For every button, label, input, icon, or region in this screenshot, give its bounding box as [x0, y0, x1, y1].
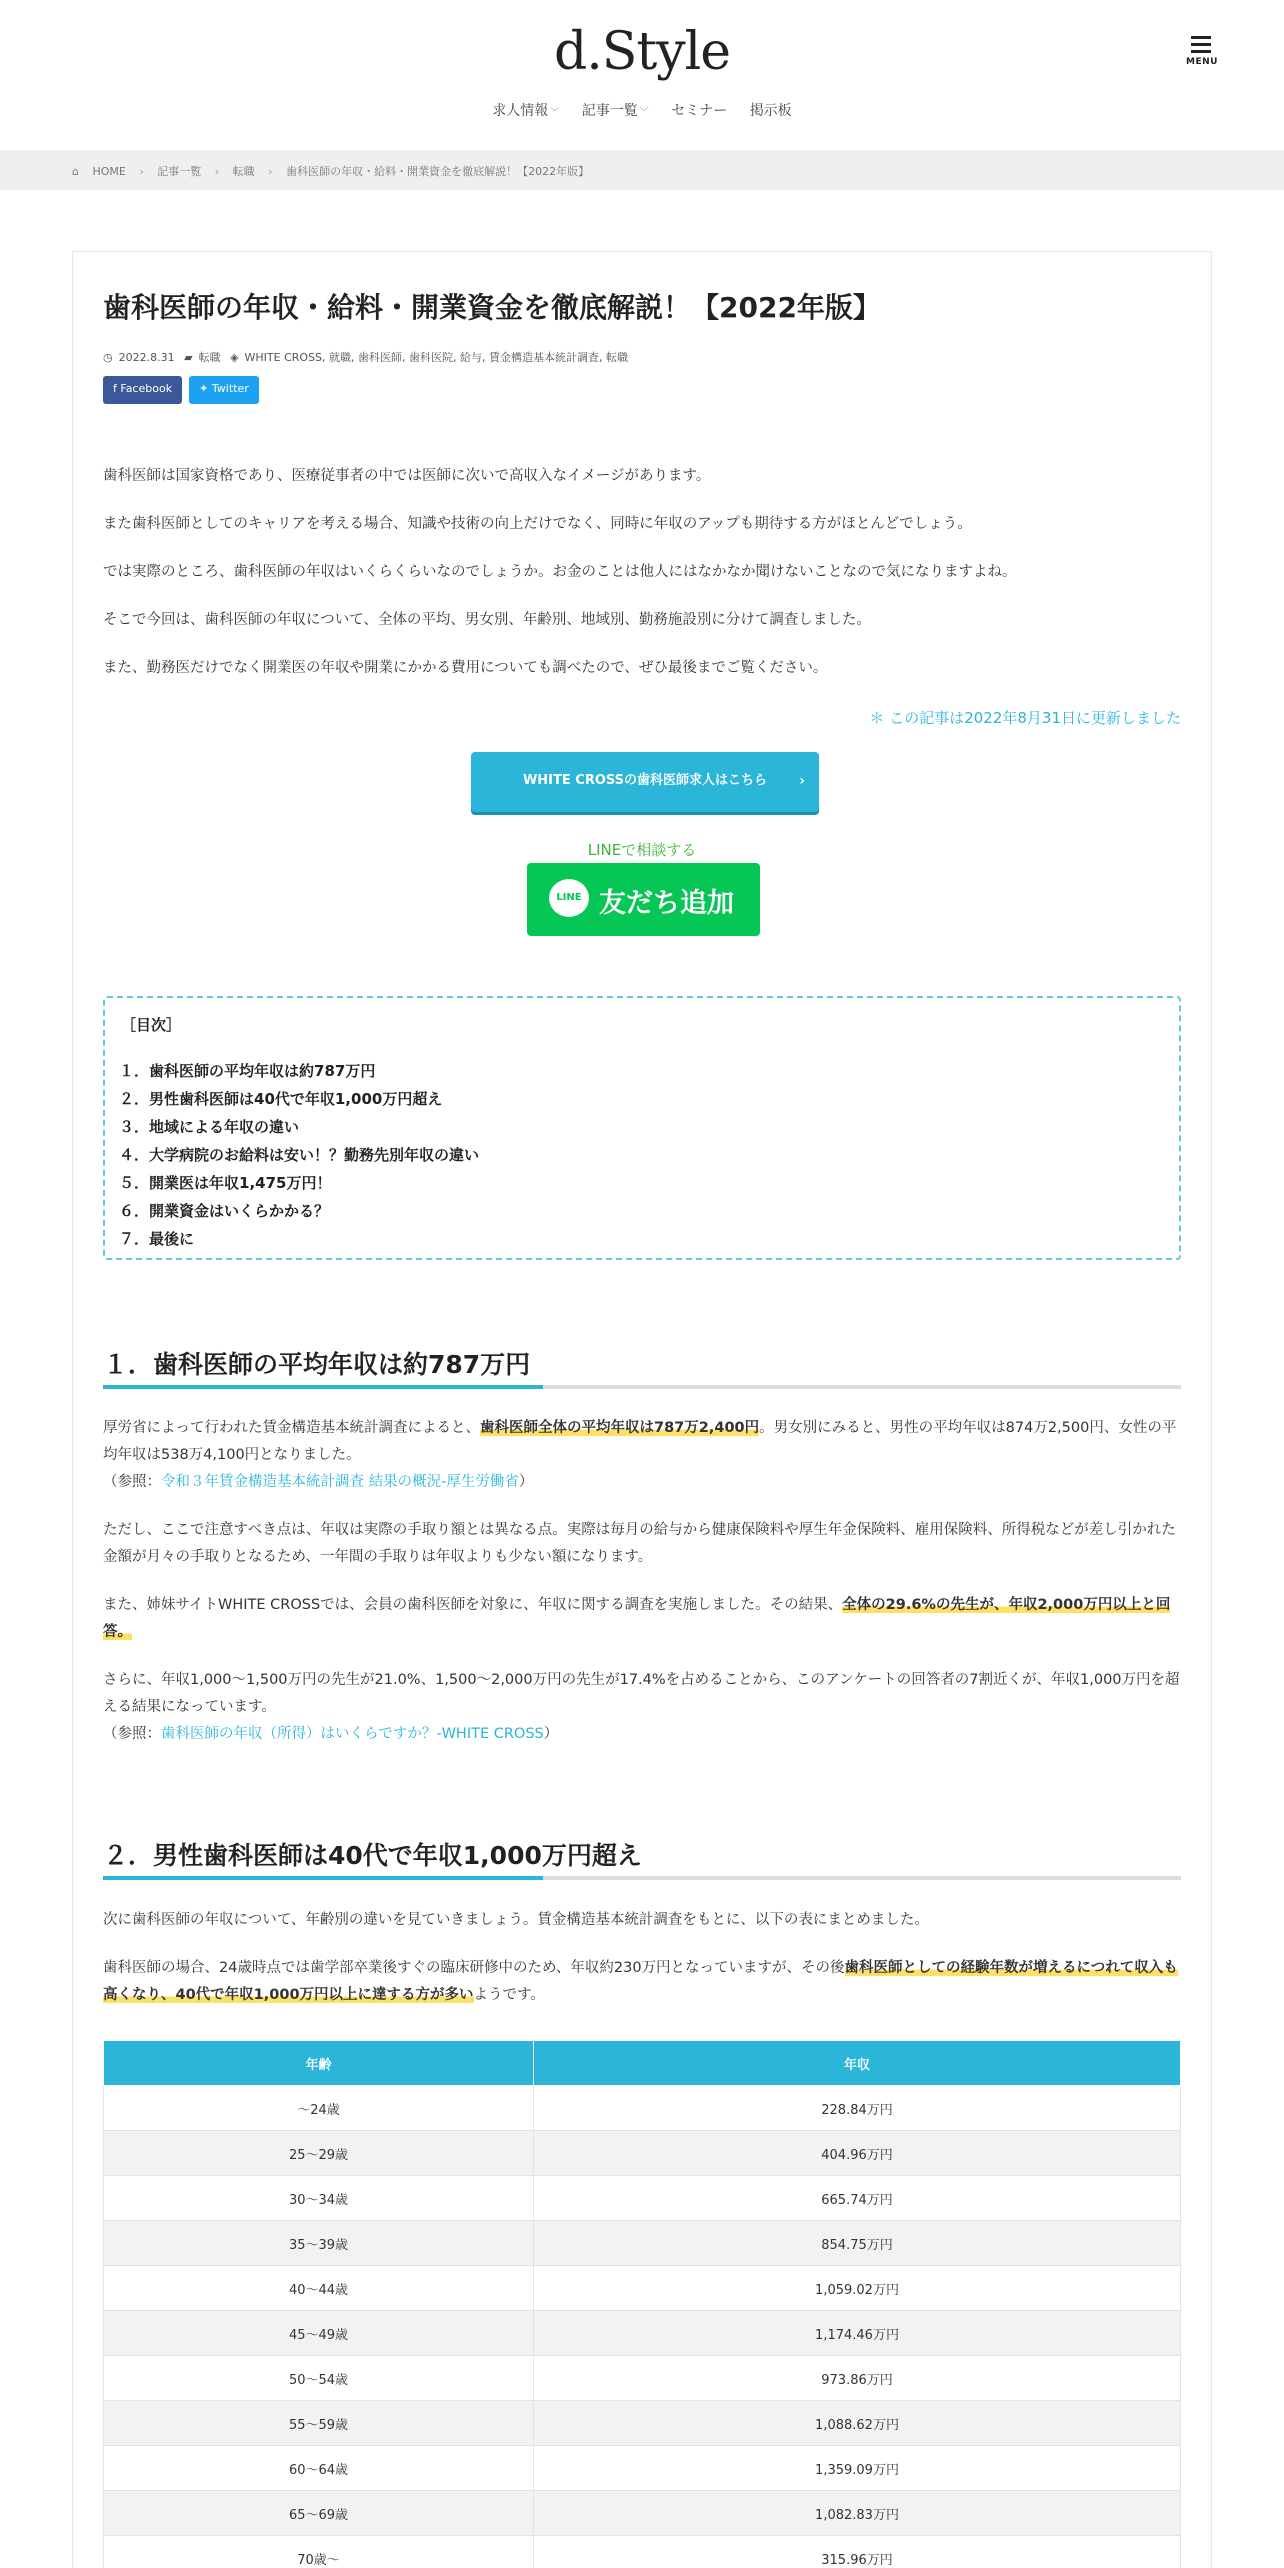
- menu-button[interactable]: [1186, 36, 1216, 72]
- table-row: [104, 2491, 1181, 2536]
- hamburger-icon: [1191, 50, 1211, 53]
- section1-paragraph-3: また、姉妹サイトWHITE CROSSでは、会員の歯科医師を対象に、年収に関する調査を実施しました。その結果、全体の29.6%の先生が、年収2,000万円以上と回答。: [103, 1597, 1171, 1640]
- post-tags[interactable]: WHITE CROSS, 就職, 歯科医師, 歯科医院, 給与, 賃金構造基本統計調査, 転職: [244, 351, 628, 364]
- table-header-row: [104, 2041, 1181, 2086]
- facebook-icon: f: [113, 382, 121, 395]
- intro-paragraph: また、勤務医だけでなく開業医の年収や開業にかかる費用についても調べたので、ぜひ最後までご覧ください。: [103, 660, 828, 676]
- chevron-down-icon: ﹀: [550, 108, 560, 118]
- age-cell: 45～49歳: [104, 2311, 534, 2356]
- intro-paragraph: そこで今回は、歯科医師の年収について、全体の平均、男女別、年齢別、地域別、勤務施設別に分けて調査しました。: [103, 612, 871, 628]
- highlight-text: 歯科医師としての経験年数が増えるにつれて収入も高くなり、40代で年収1,000万円以上に達する方が多い: [103, 1960, 1178, 2003]
- chevron-down-icon: ﹀: [639, 108, 649, 118]
- section1-paragraph-1: 厚労省によって行われた賃金構造基本統計調査によると、歯科医師全体の平均年収は787万2,400円。男女別にみると、男性の平均年収は874万2,500円、女性の平均年収は538万4,100円となりました。 （参照：令和３年賃金構造基本統計調査 結果の概況-厚生労働省）: [103, 1420, 1177, 1490]
- article-meta: [103, 349, 634, 365]
- intro-paragraph: また歯科医師としてのキャリアを考える場合、知識や技術の向上だけでなく、同時に年収のアップも期待する方がほとんどでしょう。: [103, 516, 972, 532]
- highlight-text: 歯科医師全体の平均年収は787万2,400円: [480, 1420, 760, 1436]
- breadcrumb: [0, 150, 1284, 190]
- table-of-contents: [103, 996, 1181, 1260]
- income-by-age-table: [103, 2040, 1181, 2568]
- toc-item[interactable]: ２．男性歯科医師は40代で年収1,000万円超え: [119, 1090, 443, 1108]
- chevron-right-icon: ›: [799, 773, 805, 789]
- age-cell: 30～34歳: [104, 2176, 534, 2221]
- line-caption: LINEで相談する: [587, 841, 697, 859]
- heading-underline-accent: [103, 1385, 543, 1389]
- breadcrumb-current: 歯科医師の年収・給料・開業資金を徹底解説！【2022年版】: [286, 165, 590, 178]
- post-date: 2022.8.31: [118, 351, 175, 364]
- table-row: [104, 2446, 1181, 2491]
- nav-item-seminar[interactable]: セミナー: [671, 103, 728, 119]
- global-nav: [0, 100, 1284, 120]
- post-category[interactable]: 転職: [198, 351, 221, 364]
- table-row: [104, 2401, 1181, 2446]
- reference-link[interactable]: 令和３年賃金構造基本統計調査 結果の概況-厚生労働省: [161, 1474, 519, 1490]
- age-cell: 50～54歳: [104, 2356, 534, 2401]
- table-row: [104, 2266, 1181, 2311]
- highlight-text: 全体の29.6%の先生が、年収2,000万円以上と回答。: [103, 1597, 1171, 1640]
- table-row: [104, 2086, 1181, 2131]
- facebook-share-button[interactable]: f Facebook: [103, 376, 182, 404]
- age-cell: 70歳～: [104, 2536, 534, 2568]
- table-header-cell: 年収: [534, 2041, 1181, 2086]
- table-row: [104, 2356, 1181, 2401]
- intro-paragraph: 歯科医師は国家資格であり、医療従事者の中では医師に次いで高収入なイメージがあります。: [103, 468, 711, 484]
- article-title: 歯科医師の年収・給料・開業資金を徹底解説！【2022年版】: [103, 291, 881, 324]
- section1-paragraph-4: さらに、年収1,000〜1,500万円の先生が21.0%、1,500〜2,000万円の先生が17.4%を占めることから、このアンケートの回答者の7割近くが、年収1,000万円を超える結果になっています。 （参照：歯科医師の年収（所得）はいくらですか？-WHITE CROSS）: [103, 1672, 1180, 1742]
- income-cell: 404.96万円: [534, 2131, 1181, 2176]
- nav-item-jobs[interactable]: 求人情報 ﹀: [492, 103, 560, 119]
- site-logo[interactable]: d.Style: [553, 22, 731, 82]
- income-cell: 1,174.46万円: [534, 2311, 1181, 2356]
- line-add-friend-button[interactable]: [527, 863, 760, 936]
- intro-paragraph: では実際のところ、歯科医師の年収はいくらくらいなのでしょうか。お金のことは他人にはなかなか聞けないことなので気になりますよね。: [103, 564, 1017, 580]
- income-cell: 1,359.09万円: [534, 2446, 1181, 2491]
- income-cell: 854.75万円: [534, 2221, 1181, 2266]
- hamburger-icon: [1191, 36, 1211, 39]
- age-cell: 60～64歳: [104, 2446, 534, 2491]
- table-row: [104, 2311, 1181, 2356]
- nav-item-articles[interactable]: 記事一覧 ﹀: [581, 103, 649, 119]
- reference-link[interactable]: 歯科医師の年収（所得）はいくらですか？-WHITE CROSS: [161, 1726, 544, 1742]
- job-search-cta-button[interactable]: WHITE CROSSの歯科医師求人はこちら ›: [471, 752, 819, 812]
- menu-label: MENU: [1186, 57, 1218, 67]
- section-heading-2: ２．男性歯科医師は40代で年収1,000万円超え: [103, 1836, 1181, 1880]
- income-cell: 315.96万円: [534, 2536, 1181, 2568]
- breadcrumb-articles[interactable]: 記事一覧: [157, 165, 202, 178]
- age-cell: 40～44歳: [104, 2266, 534, 2311]
- income-cell: 973.86万円: [534, 2356, 1181, 2401]
- toc-title: ［目次］: [121, 1016, 182, 1034]
- toc-item[interactable]: ４．大学病院のお給料は安い！？勤務先別年収の違い: [119, 1146, 480, 1164]
- line-icon: LINE: [549, 879, 589, 917]
- table-row: [104, 2221, 1181, 2266]
- line-button-label: 友だち追加: [599, 888, 734, 919]
- updated-note: ＊ この記事は2022年8月31日に更新しました: [869, 709, 1181, 727]
- chevron-right-icon: ›: [268, 165, 273, 178]
- age-cell: ～24歳: [104, 2086, 534, 2131]
- income-cell: 1,088.62万円: [534, 2401, 1181, 2446]
- toc-item[interactable]: ３．地域による年収の違い: [119, 1118, 300, 1136]
- income-cell: 228.84万円: [534, 2086, 1181, 2131]
- hamburger-icon: [1191, 43, 1211, 46]
- age-cell: 35～39歳: [104, 2221, 534, 2266]
- table-row: [104, 2176, 1181, 2221]
- site-header: [0, 0, 1284, 150]
- toc-item[interactable]: ５．開業医は年収1,475万円！: [119, 1174, 332, 1192]
- income-cell: 1,059.02万円: [534, 2266, 1181, 2311]
- income-cell: 665.74万円: [534, 2176, 1181, 2221]
- toc-item[interactable]: ６．開業資金はいくらかかる？: [119, 1202, 330, 1220]
- table-row: [104, 2131, 1181, 2176]
- twitter-icon: ✦: [199, 382, 212, 395]
- heading-underline-accent: [103, 1876, 543, 1880]
- table-header-cell: 年齢: [104, 2041, 534, 2086]
- table-row: [104, 2536, 1181, 2568]
- section2-paragraph-2: 歯科医師の場合、24歳時点では歯学部卒業後すぐの臨床研修中のため、年収約230万円となっていますが、その後歯科医師としての経験年数が増えるにつれて収入も高くなり、40代で年収1,000万円以上に達する方が多いようです。: [103, 1960, 1178, 2003]
- folder-icon: ▰: [184, 351, 193, 364]
- chevron-right-icon: ›: [214, 165, 220, 178]
- nav-item-board[interactable]: 掲示板: [749, 103, 792, 119]
- income-cell: 1,082.83万円: [534, 2491, 1181, 2536]
- section2-paragraph-1: 次に歯科医師の年収について、年齢別の違いを見ていきましょう。賃金構造基本統計調査をもとに、以下の表にまとめました。: [103, 1912, 929, 1928]
- section1-paragraph-2: ただし、ここで注意すべき点は、年収は実際の手取り額とは異なる点。実際は毎月の給与から健康保険料や厚生年金保険料、雇用保険料、所得税などが差し引かれた金額が月々の手取りとなるため、一年間の手取りは年収よりも少ない額になります。: [103, 1522, 1176, 1565]
- share-buttons: [103, 376, 261, 404]
- tag-icon: ◈: [230, 351, 239, 364]
- age-cell: 65～69歳: [104, 2491, 534, 2536]
- article-card: [72, 251, 1212, 2568]
- chevron-right-icon: ›: [139, 165, 144, 178]
- toc-item[interactable]: ７．最後に: [119, 1230, 195, 1248]
- clock-icon: ◷: [103, 351, 113, 364]
- age-cell: 25～29歳: [104, 2131, 534, 2176]
- section-heading-1: １．歯科医師の平均年収は約787万円: [103, 1345, 1181, 1389]
- breadcrumb-home[interactable]: HOME: [92, 165, 126, 178]
- toc-list: [119, 1060, 479, 1256]
- home-icon: ⌂: [72, 165, 79, 178]
- breadcrumb-category[interactable]: 転職: [232, 165, 255, 178]
- toc-item[interactable]: １．歯科医師の平均年収は約787万円: [119, 1062, 376, 1080]
- twitter-share-button[interactable]: ✦ Twitter: [189, 376, 259, 404]
- age-cell: 55～59歳: [104, 2401, 534, 2446]
